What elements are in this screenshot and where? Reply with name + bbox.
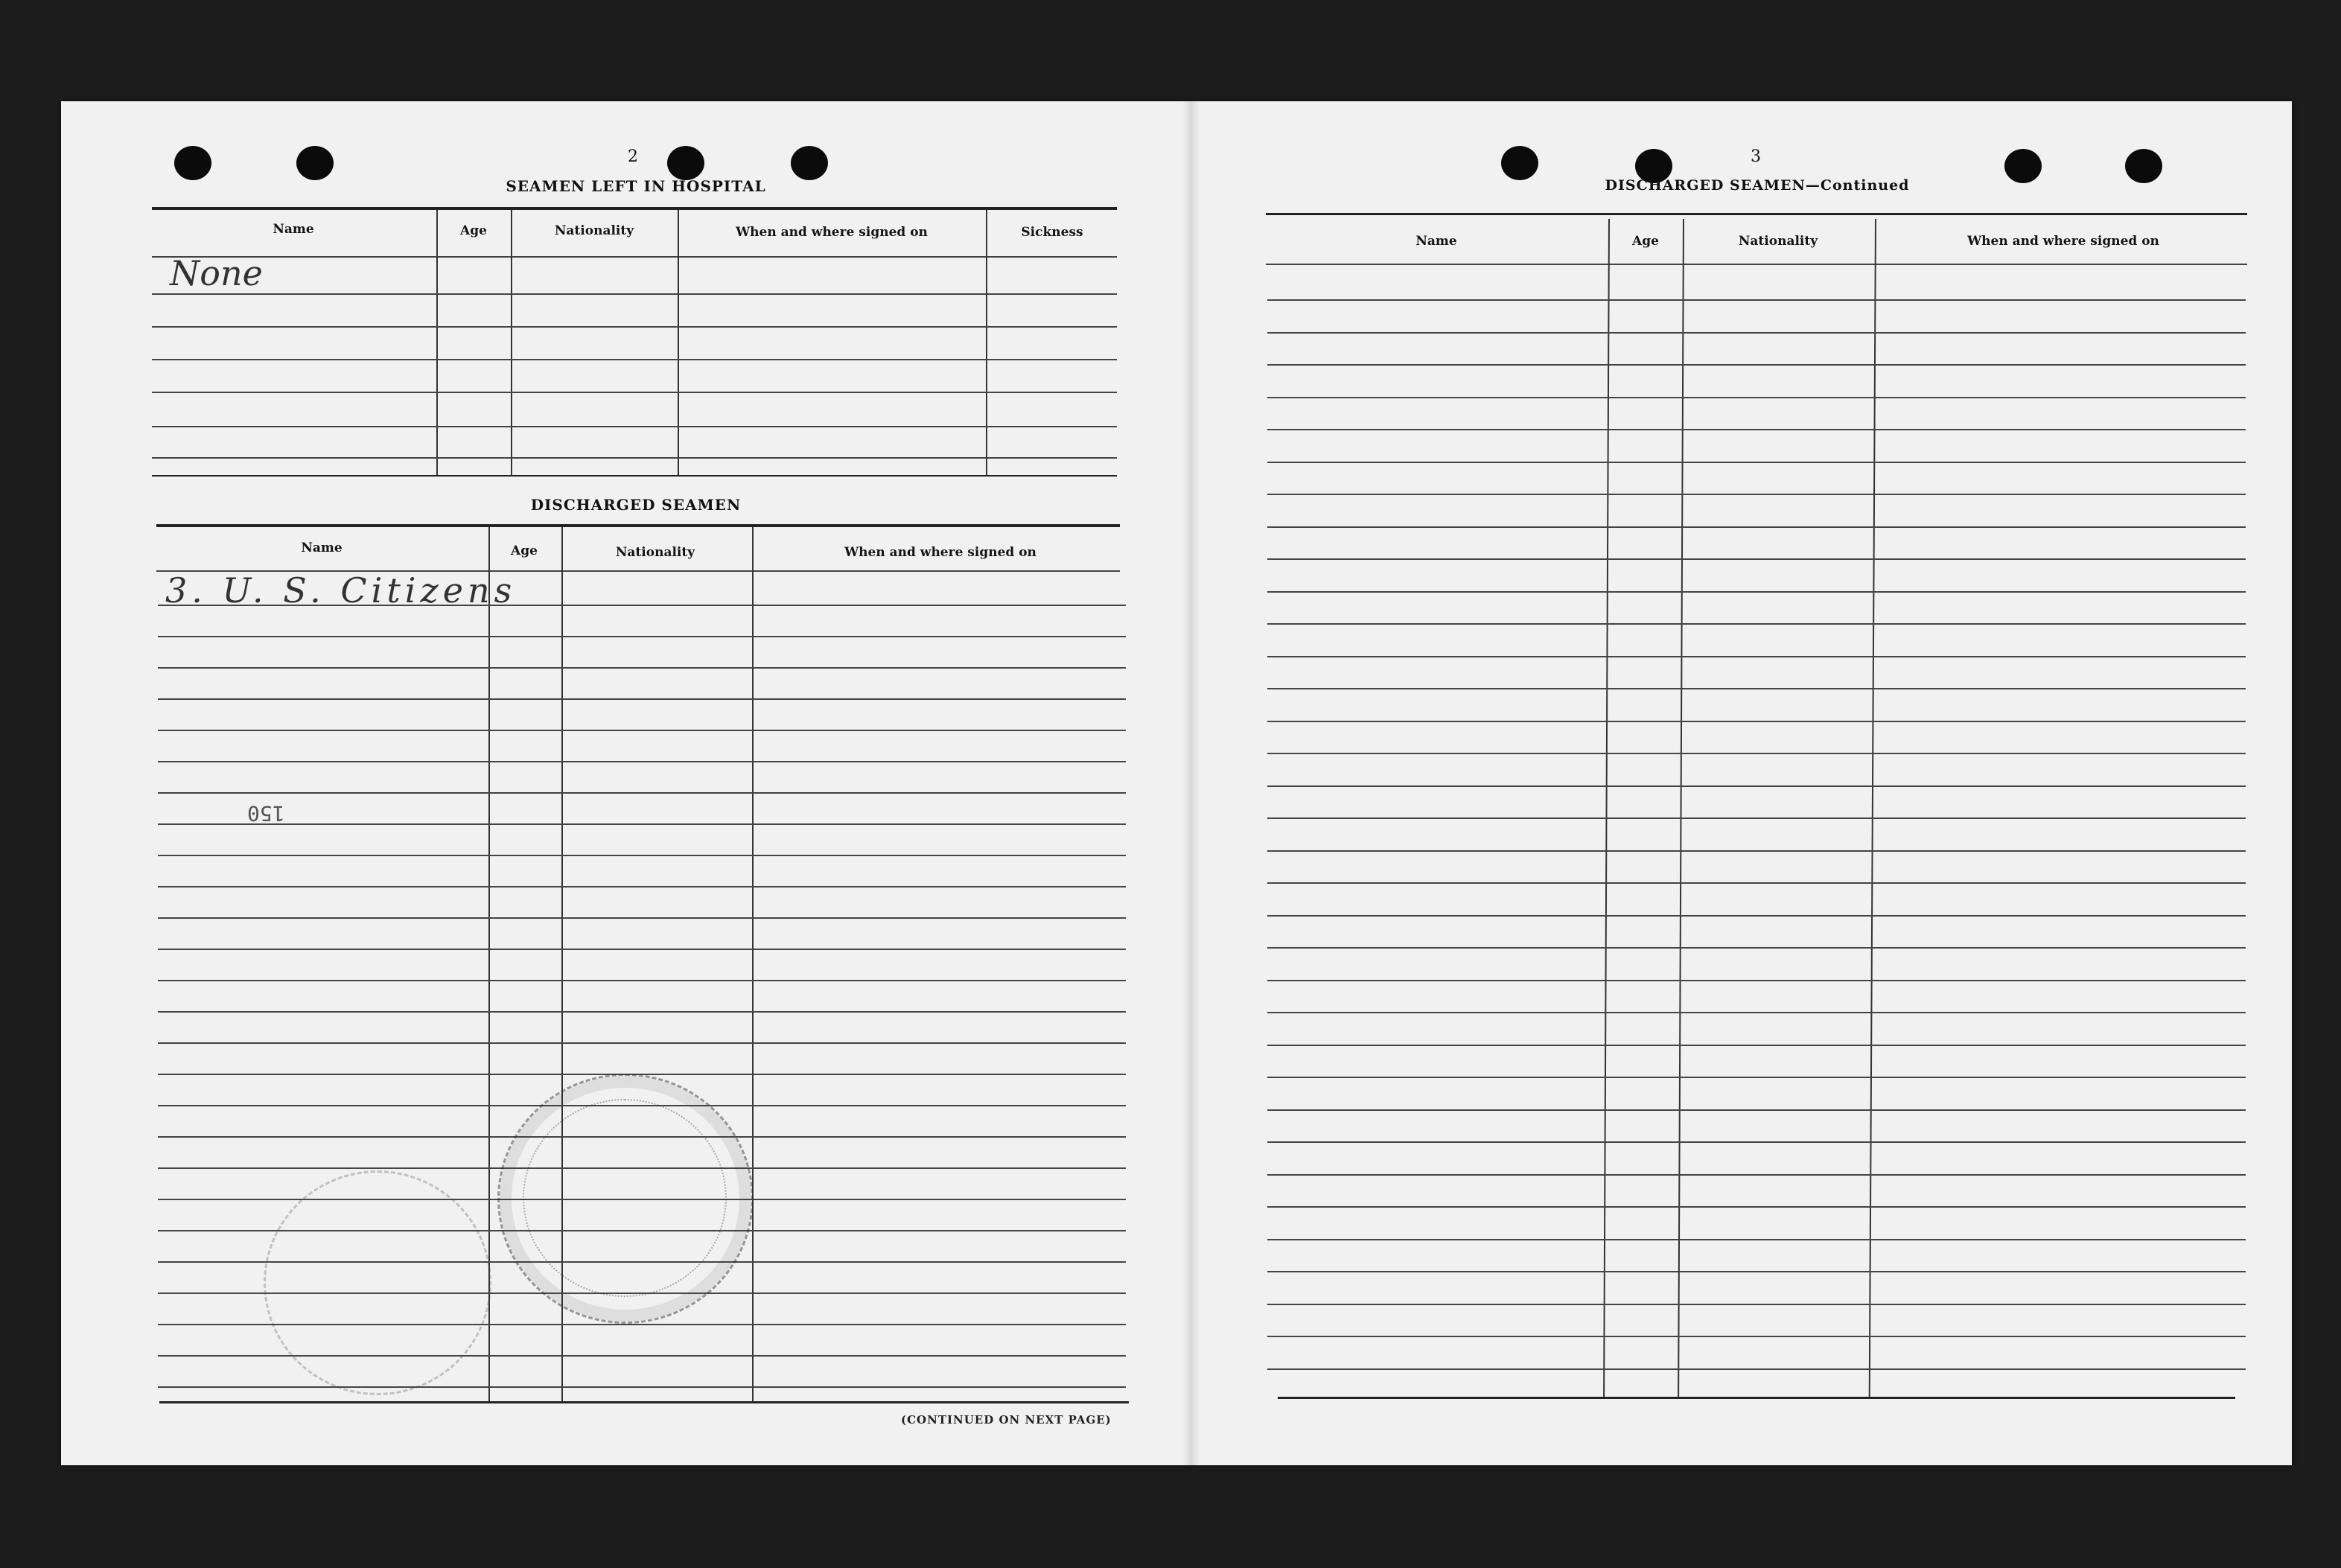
ruled-line xyxy=(158,1011,1126,1013)
punch-hole xyxy=(2125,149,2162,183)
ruled-line xyxy=(158,1042,1126,1044)
ruled-line xyxy=(1267,915,2246,917)
right-page-number: 3 xyxy=(1751,147,1761,166)
hospital-row-line xyxy=(152,392,1117,393)
punch-hole xyxy=(296,146,334,180)
right-top-rule xyxy=(1266,213,2247,215)
hospital-vline xyxy=(436,210,438,477)
ruled-line xyxy=(158,792,1126,794)
ruled-line xyxy=(1267,688,2246,689)
ruled-line xyxy=(1267,332,2246,334)
ruled-line xyxy=(1267,429,2246,430)
punch-hole xyxy=(791,146,828,180)
ruled-line xyxy=(1267,591,2246,593)
ruled-line xyxy=(1267,656,2246,657)
right-col-signed-on: When and where signed on xyxy=(1967,234,2159,249)
ruled-line xyxy=(158,823,1126,825)
discharged-col-age: Age xyxy=(511,544,538,558)
ink-stamp xyxy=(523,1099,727,1297)
ruled-line xyxy=(1267,753,2246,754)
page-fold xyxy=(1182,101,1200,1465)
punch-hole xyxy=(1501,146,1538,180)
discharged-col-signed-on: When and where signed on xyxy=(844,545,1036,560)
ruled-line xyxy=(1267,882,2246,884)
punch-hole xyxy=(2004,149,2042,183)
discharged-top-rule xyxy=(156,524,1120,527)
hospital-row-line xyxy=(152,457,1117,459)
ruled-line xyxy=(1267,850,2246,852)
hospital-vline xyxy=(986,210,987,477)
right-col-nationality: Nationality xyxy=(1738,234,1818,249)
ruled-line xyxy=(1267,1271,2246,1272)
ruled-line xyxy=(1267,397,2246,398)
right-section-title: DISCHARGED SEAMEN—Continued xyxy=(1605,177,1910,194)
ruled-line xyxy=(1267,558,2246,560)
hospital-row-line xyxy=(152,326,1117,328)
ruled-line xyxy=(1267,1045,2246,1046)
ruled-line xyxy=(158,761,1126,762)
discharged-entry-name: 3. U. S. Citizens xyxy=(165,570,517,611)
hospital-section-title: SEAMEN LEFT IN HOSPITAL xyxy=(506,177,766,195)
ruled-line xyxy=(158,886,1126,887)
hospital-top-rule xyxy=(152,207,1117,210)
discharged-section-title: DISCHARGED SEAMEN xyxy=(530,496,742,514)
hospital-header-rule xyxy=(152,256,1117,258)
hospital-entry-name: None xyxy=(170,253,263,293)
ruled-line xyxy=(158,980,1126,981)
hospital-col-signed-on: When and where signed on xyxy=(736,225,928,240)
discharged-margin-mark: 150 xyxy=(247,801,285,826)
ink-stamp xyxy=(264,1170,491,1395)
hospital-col-sickness: Sickness xyxy=(1021,225,1083,240)
ruled-line xyxy=(1267,721,2246,722)
discharged-col-name: Name xyxy=(301,541,343,555)
ruled-line xyxy=(1267,1368,2246,1370)
discharged-col-nationality: Nationality xyxy=(615,545,695,560)
ruled-line xyxy=(1267,818,2246,819)
ruled-line xyxy=(1267,1206,2246,1208)
ruled-line xyxy=(1267,1109,2246,1111)
ruled-line xyxy=(1267,1141,2246,1143)
right-col-age: Age xyxy=(1632,234,1659,249)
ruled-line xyxy=(1267,1077,2246,1078)
ruled-line xyxy=(1267,1012,2246,1013)
hospital-row-line xyxy=(152,359,1117,360)
left-page-number: 2 xyxy=(628,147,638,166)
ruled-line xyxy=(158,1386,1126,1388)
right-col-name: Name xyxy=(1415,234,1457,249)
ruled-line xyxy=(1267,526,2246,528)
discharged-vline xyxy=(752,527,754,1403)
ruled-line xyxy=(1267,947,2246,949)
right-bottom-rule xyxy=(1278,1397,2235,1399)
ruled-line xyxy=(1267,1239,2246,1240)
continued-note: (CONTINUED ON NEXT PAGE) xyxy=(901,1413,1112,1427)
ruled-line xyxy=(1267,1336,2246,1337)
ruled-line xyxy=(1267,364,2246,366)
ruled-line xyxy=(1267,1304,2246,1305)
ruled-line xyxy=(1267,980,2246,981)
ruled-line xyxy=(158,636,1126,637)
hospital-row-line xyxy=(152,426,1117,427)
ruled-line xyxy=(1267,1174,2246,1176)
ruled-line xyxy=(1267,299,2246,301)
hospital-col-nationality: Nationality xyxy=(554,223,634,238)
ruled-line xyxy=(158,855,1126,856)
right-header-rule xyxy=(1266,264,2247,265)
ruled-line xyxy=(158,949,1126,950)
punch-hole xyxy=(174,146,211,180)
discharged-bottom-rule xyxy=(159,1401,1129,1403)
ruled-line xyxy=(1267,462,2246,463)
ruled-line xyxy=(158,698,1126,700)
ruled-line xyxy=(158,917,1126,919)
hospital-vline xyxy=(511,210,512,477)
ruled-line xyxy=(1267,785,2246,787)
hospital-row-line xyxy=(152,293,1117,295)
ruled-line xyxy=(158,667,1126,669)
ruled-line xyxy=(158,730,1126,731)
hospital-vline xyxy=(678,210,679,477)
ruled-line xyxy=(1267,623,2246,625)
punch-hole xyxy=(667,146,704,180)
hospital-bottom-rule xyxy=(152,475,1117,477)
ruled-line xyxy=(1267,494,2246,495)
hospital-col-name: Name xyxy=(273,222,314,237)
hospital-col-age: Age xyxy=(460,223,487,238)
